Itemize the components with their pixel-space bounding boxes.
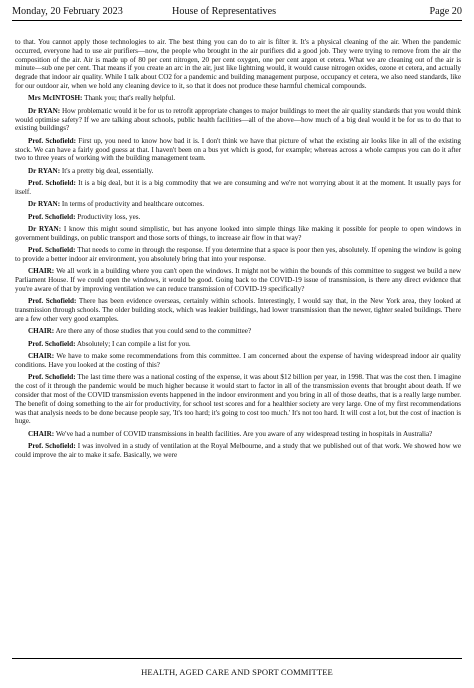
transcript-paragraph xyxy=(15,267,461,293)
transcript-body xyxy=(15,38,461,463)
header-date: Monday, 20 February 2023 xyxy=(12,6,123,17)
speech-text: Absolutely; I can compile a list for you. xyxy=(76,339,191,348)
speaker-name: CHAIR: xyxy=(28,352,55,361)
speech-text: We have to make some recommendations from this committee. I am concerned about the expense of having widespread indoor air quality conditions. Have you looked at the costing of this? xyxy=(15,352,462,370)
speaker-name: CHAIR: xyxy=(28,429,55,438)
page-footer xyxy=(12,658,462,688)
speech-text: In terms of productivity and healthcare outcomes. xyxy=(61,200,205,209)
transcript-paragraph xyxy=(15,430,461,439)
speaker-name: Mrs McINTOSH: xyxy=(28,94,83,103)
speech-text: I was involved in a study of ventilation at the Royal Melbourne, and a study that we published out of that work. We showed how we could improve the air to make it safe. Basically, we were xyxy=(15,442,461,459)
transcript-paragraph xyxy=(15,38,461,91)
transcript-paragraph xyxy=(15,352,461,370)
speaker-name: Prof. Schofield: xyxy=(28,297,77,306)
speaker-name: Prof. Schofield: xyxy=(28,339,76,348)
speaker-name: CHAIR: xyxy=(28,267,55,276)
speaker-name: Prof. Schofield: xyxy=(28,246,76,255)
speech-text: The last time there was a national costing of the expense, it was about $12 billion per year, in 1998. That was the cost then. I imagine the cost of it through the pandemic would be much higher because it would start to factor in all of the transmission events that brought about death. If we consider that most of the COVID transmission events happened in the indoor environment and you bring in all of those deaths, that is a really large number. The benefit of doing something to the air for productivity, for school test scores and for a healthier society are very large. One of my first recommendations was that analysis needs to be done because people say, 'It's too hard; it's going to cost too much.' It's not too hard. It will cost a lot, but the cost of inaction is huge. xyxy=(15,373,461,426)
speaker-name: CHAIR: xyxy=(28,327,55,336)
transcript-paragraph xyxy=(15,297,461,323)
speech-text: That needs to come in through the response. If you determine that a space is poor then yes, absolutely. If opening the window is going to provide a better indoor air environment, you absolutely bring that into your response. xyxy=(15,246,462,264)
speech-text: I know this might sound simplistic, but has anyone looked into simple things like making it possible for people to open windows in government buildings, on public transport and those sorts of things, to increase air flow in that way? xyxy=(15,225,461,242)
header-house: House of Representatives xyxy=(172,6,277,17)
transcript-paragraph xyxy=(15,442,461,460)
speech-text: to that. You cannot apply those technologies to air. The best thing you can do to air is filter it. It's a physical cleaning of the air. When the pandemic occurred, everyone had to use air purifiers—now, the people who brought in the air purifiers did a good job. They were trying to remove from the air the composition of the air. Air is made up of 80 per cent nitrogen, 20 per cent oxygen, one per cent argon et cetera. What we are cleaning out of the air is minute—sub one per cent. That means if you create an arc in the air, just like lightning would, it would cause nitrogen oxides, ozone et cetera, and actually degrade that indoor air quality. While I talk about CO2 for a pandemic and building management purpose, occupancy et cetera, we also need standards, like for our outdoor air, when we hold any cleaning device to it, so that it does not produce these harmful chemical compounds. xyxy=(15,38,461,90)
speaker-name: Prof. Schofield: xyxy=(28,373,76,382)
speech-text: Are there any of those studies that you could send to the committee? xyxy=(55,327,252,336)
speaker-name: Dr RYAN: xyxy=(28,200,61,209)
transcript-paragraph xyxy=(15,200,461,209)
transcript-paragraph xyxy=(15,167,461,176)
transcript-paragraph xyxy=(15,107,461,133)
speech-text: It's a pretty big deal, essentially. xyxy=(61,166,154,175)
speaker-name: Prof. Schofield: xyxy=(28,179,76,188)
speech-text: We've had a number of COVID transmissions in health facilities. Are you aware of any widespread testing in hospitals in Australia? xyxy=(55,429,433,438)
speech-text: How problematic would it be for us to retrofit appropriate changes to major buildings to meet the air quality standards that you would think would optimise safety? If we are talking about schools, public health facilities—all of the above—how much of a big deal would it be for us to do that to existing buildings? xyxy=(15,106,461,133)
speaker-name: Prof. Schofield: xyxy=(28,212,76,221)
speech-text: We all work in a building where you can't open the windows. It might not be within the bounds of this committee to suggest we build a new Parliament House. If we could open the windows, it would be good. Going back to the COVID-19 issue of transmission, is there any direct evidence that you're aware of that by improving ventilation we can reduce transmission of COVID-19 specifically? xyxy=(15,267,462,294)
speaker-name: Dr RYAN: xyxy=(28,225,62,234)
page-header xyxy=(12,6,462,21)
speech-text: There has been evidence overseas, certainly within schools. Interestingly, I would say that, in the New York area, they looked at transmission through schools. The older building stock, which was leakier buildings, had lower transmission than the newer, tighter sealed buildings. There are a few other very good examples. xyxy=(15,297,462,324)
speech-text: It is a big deal, but it is a big commodity that we are consuming and we're not worrying about it at the moment. It usually pays for itself. xyxy=(15,179,461,196)
speech-text: First up, you need to know how bad it is. I don't think we have that picture of what the existing air looks like in all of the existing stock. We can have a fairly good guess at that. I haven't been on a bus yet which is good, for example; whereas across a whole campus you can do it after two to three years of working with the building management team. xyxy=(15,136,461,163)
transcript-paragraph xyxy=(15,246,461,264)
speaker-name: Prof. Schofield: xyxy=(28,136,76,145)
transcript-paragraph xyxy=(15,179,461,197)
speech-text: Productivity loss, yes. xyxy=(77,212,141,221)
speech-text: Thank you; that's really helpful. xyxy=(84,94,176,103)
transcript-paragraph xyxy=(15,340,461,349)
header-page-number: Page 20 xyxy=(429,6,462,17)
transcript-paragraph xyxy=(15,225,461,243)
transcript-paragraph xyxy=(15,137,461,163)
transcript-paragraph xyxy=(15,213,461,222)
transcript-paragraph xyxy=(15,327,461,336)
speaker-name: Dr RYAN: xyxy=(28,106,61,115)
speaker-name: Dr RYAN: xyxy=(28,166,61,175)
speaker-name: Prof. Schofield: xyxy=(28,442,76,451)
transcript-paragraph xyxy=(15,373,461,426)
transcript-paragraph xyxy=(15,94,461,103)
footer-committee-name: HEALTH, AGED CARE AND SPORT COMMITTEE xyxy=(141,667,333,677)
